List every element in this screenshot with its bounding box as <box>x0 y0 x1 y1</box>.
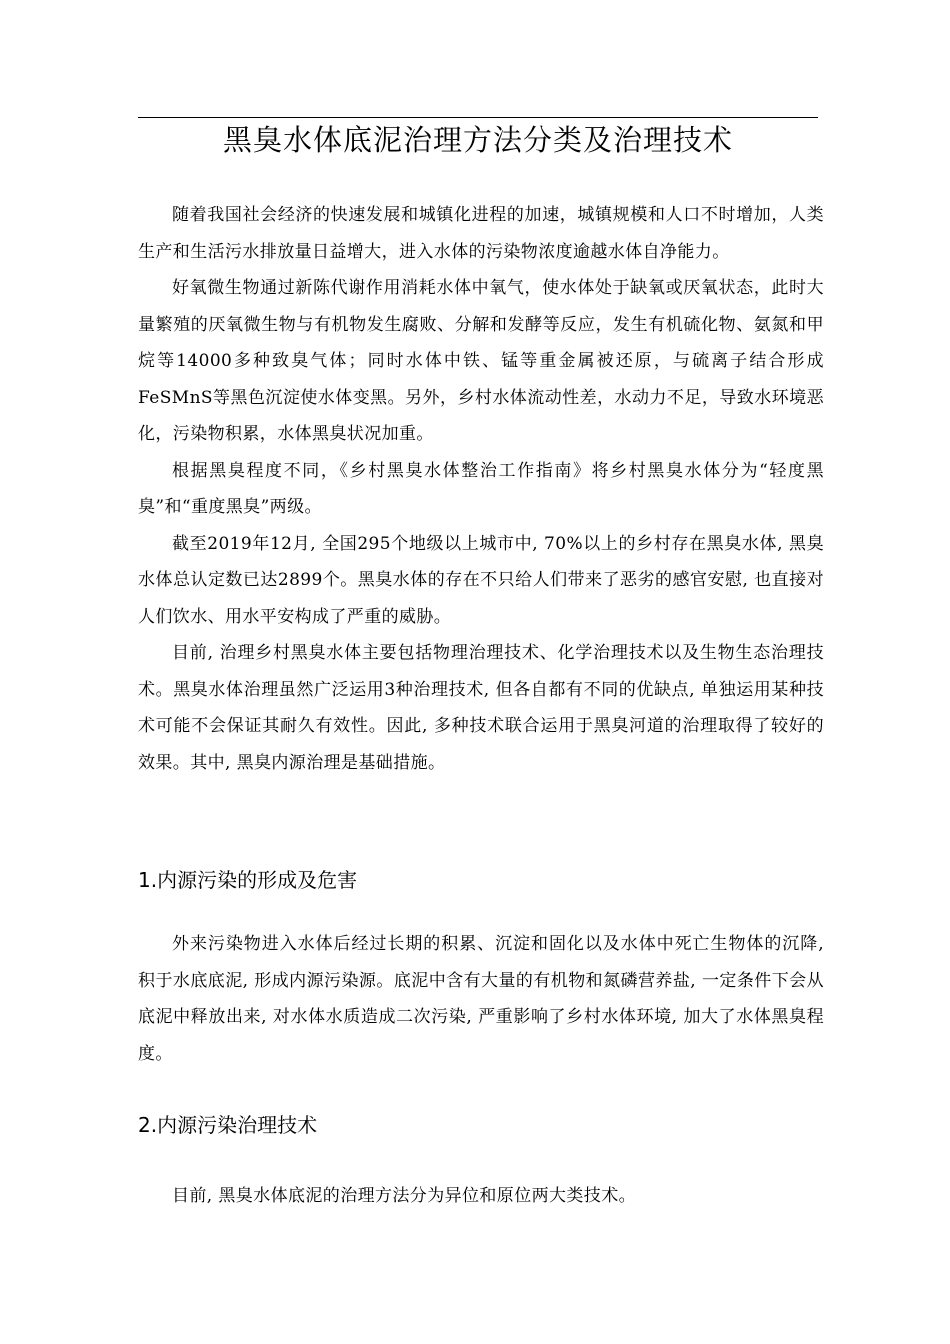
paragraph: 目前, 治理乡村黑臭水体主要包括物理治理技术、化学治理技术以及生物生态治理技术。黑臭水体治理虽然广泛运用3种治理技术, 但各自都有不同的优缺点, 单独运用某种技术可能不会保证其耐久有效性。因此, 多种技术联合运用于黑臭河道的治理取得了较好的效果。其中, 黑臭内源治理是基础措施。 <box>138 643 824 773</box>
paragraph: 外来污染物进入水体后经过长期的积累、沉淀和固化以及水体中死亡生物体的沉降, 积于水底底泥, 形成内源污染源。底泥中含有大量的有机物和氮磷营养盐, 一定条件下会从底泥中释放出来, 对水体水质造成二次污染, 严重影响了乡村水体环境, 加大了水体黑臭程度。 <box>138 934 824 1064</box>
paragraph: 随着我国社会经济的快速发展和城镇化进程的加速，城镇规模和人口不时增加，人类生产和生活污水排放量日益增大，进入水体的污染物浓度逾越水体自净能力。 <box>138 205 824 262</box>
intro-section <box>138 197 824 781</box>
section-heading-1: 1.内源污染的形成及危害 <box>138 868 358 892</box>
paragraph: 目前, 黑臭水体底泥的治理方法分为异位和原位两大类技术。 <box>172 1186 637 1206</box>
paragraph: 截至2019年12月, 全国295个地级以上城市中, 70%以上的乡村存在黑臭水体, 黑臭水体总认定数已达2899个。黑臭水体的存在不只给人们带来了恶劣的感官安慰, 也直接对人们饮水、用水平安构成了严重的威胁。 <box>138 533 824 627</box>
document-title: 黑臭水体底泥治理方法分类及治理技术 <box>222 123 733 157</box>
section-heading-2: 2.内源污染治理技术 <box>138 1113 318 1137</box>
paragraph: 好氧微生物通过新陈代谢作用消耗水体中氧气，使水体处于缺氧或厌氧状态，此时大量繁殖的厌氧微生物与有机物发生腐败、分解和发酵等反应，发生有机硫化物、氨氮和甲烷等14000多种致臭气体；同时水体中铁、锰等重金属被还原，与硫离子结合形成FeSMnS等黑色沉淀使水体变黑。另外，乡村水体流动性差，水动力不足，导致水环境恶化，污染物积累，水体黑臭状况加重。 <box>138 278 824 444</box>
paragraph: 根据黑臭程度不同，《乡村黑臭水体整治工作指南》将乡村黑臭水体分为“轻度黑臭”和“重度黑臭”两级。 <box>138 460 824 517</box>
section-1-body <box>138 926 824 1072</box>
header-rule <box>138 117 818 118</box>
section-2-body <box>138 1178 824 1215</box>
